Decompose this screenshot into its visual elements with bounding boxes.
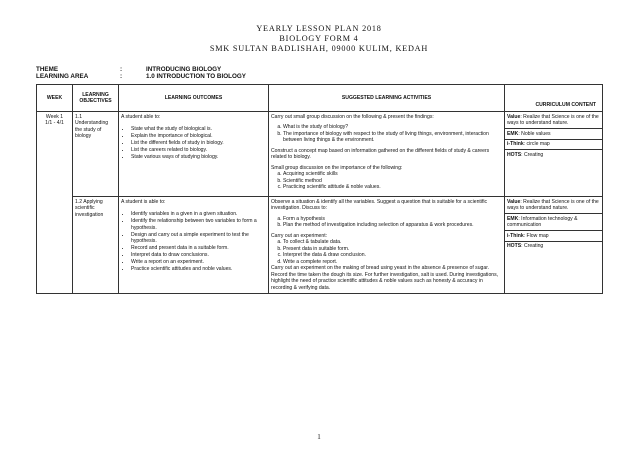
lesson-plan-table [36,84,603,294]
list-item: b. Plan the method of investigation including selection of apparatus & work procedures. [283,222,502,229]
activities-cell [269,112,505,197]
list-item: a. Acquiring scientific skills [283,171,502,178]
document-header [0,0,638,54]
activity-paragraph: Carry out an experiment: [271,232,328,239]
list-item: • State various ways of studying biology. [131,154,266,161]
activity-intro: Carry out small group discussion on the following & present the findings: [271,113,434,120]
header-objectives: LEARNING OBJECTIVES [73,85,119,112]
activity-intro: Observe a situation & identify all the variables. Suggest a question that is suitable for a scientific investigation. Discuss to: [271,198,488,211]
activity-paragraph: Small group discussion on the importance of the following: [271,164,403,171]
outcomes-cell [119,197,269,294]
list-item: a. Form a hypothesis [283,216,502,223]
week-label: Week 1 [45,113,64,120]
list-item: • Design and carry out a simple experiment to test the hypothesis. [131,232,266,245]
curriculum-emk: EMK: Information technology & communication [505,214,602,231]
list-item: a. To collect & tabulate data. [283,239,502,246]
school-name: SMK SULTAN BADLISHAH, 09000 KULIM, KEDAH [209,44,429,53]
plan-title: YEARLY LESSON PLAN 2018 [256,24,382,33]
curriculum-hots: HOTS: Creating [507,243,544,249]
activity-list [271,124,502,144]
table-row [37,197,603,294]
curriculum-hots: HOTS: Creating [507,151,544,158]
curriculum-ithink: i-Think: circle map [505,140,602,151]
outcomes-list [121,211,266,273]
learning-area-label: LEARNING AREA [36,73,89,80]
theme-colon: : [120,66,123,73]
activities-cell [269,197,505,294]
learning-area-value: 1.0 INTRODUCTION TO BIOLOGY [146,73,246,80]
outcomes-cell [119,112,269,197]
list-item: c. Interpret the data & draw conclusion. [283,252,502,259]
list-item: b. Scientific method [283,178,502,185]
header-curriculum: CURRICULUM CONTENT [505,85,603,112]
list-item: • Write a report on an experiment. [131,259,266,266]
learning-area-colon: : [120,73,123,80]
outcomes-intro: A student is able to: [121,198,166,205]
theme-label: THEME [36,66,59,73]
curriculum-cell [505,112,603,197]
list-item: d. Write a complete report. [283,259,502,266]
activity-list [271,216,502,229]
list-item: • Interpret data to draw conclusions. [131,252,266,259]
list-item: • List the different fields of study in biology. [131,140,266,147]
objective-cell: 1.2 Applying scientific investigation [73,197,119,294]
activity-list [271,239,502,265]
header-week: WEEK [37,85,73,112]
week-dates: 1/1 - 4/1 [45,120,64,126]
list-item: • List the careers related to biology. [131,147,266,154]
curriculum-emk: EMK: Noble values [505,129,602,140]
list-item: • Identify the relationship between two variables to form a hypothesis. [131,218,266,231]
week-cell [37,112,73,294]
curriculum-value: Value: Realize that Science is one of the ways to understand nature. [505,197,602,214]
list-item: a. What is the study of biology? [283,124,502,131]
header-outcomes: LEARNING OUTCOMES [119,85,269,112]
list-item: b. Present data in suitable form. [283,246,502,253]
table-row [37,112,603,197]
page-number: 1 [317,433,321,441]
list-item: • Explain the importance of biological. [131,133,266,140]
list-item: • State what the study of biological is. [131,126,266,133]
list-item: • Record and present data in a suitable form. [131,245,266,252]
table-header-row [37,85,603,112]
objective-cell: 1.1 Understanding the study of biology [73,112,119,197]
list-item: • Practice scientific attitudes and noble values. [131,266,266,273]
header-activities: SUGGESTED LEARNING ACTIVITIES [269,85,505,112]
curriculum-ithink: i-Think: Flow map [505,231,602,242]
theme-value: INTRODUCING BIOLOGY [146,66,222,73]
outcomes-intro: A student able to: [121,113,161,120]
curriculum-cell [505,197,603,294]
activity-paragraph: Construct a concept map based on information gathered on the different fields of study & careers related to biology. [271,147,490,160]
list-item: • Identify variables in a given in a given situation. [131,211,266,218]
list-item: c. Practicing scientific attitude & noble values. [283,184,502,191]
list-item: b. The importance of biology with respect to the study of living things, environment, interaction between living things & the environment. [283,131,502,144]
activity-list [271,171,502,191]
outcomes-list [121,126,266,161]
subject-title: BIOLOGY FORM 4 [279,34,359,43]
activity-paragraph: Carry out an experiment on the making of bread using yeast in the absence & presence of sugar. Record the time taken the dough its size. For further investigation, salt is used. During investigations, highlight the need of practice scientific attitudes & noble values such as honesty & accuracy in recording & verifying data. [271,265,499,291]
curriculum-value: Value: Realize that Science is one of the ways to understand nature. [505,112,602,129]
